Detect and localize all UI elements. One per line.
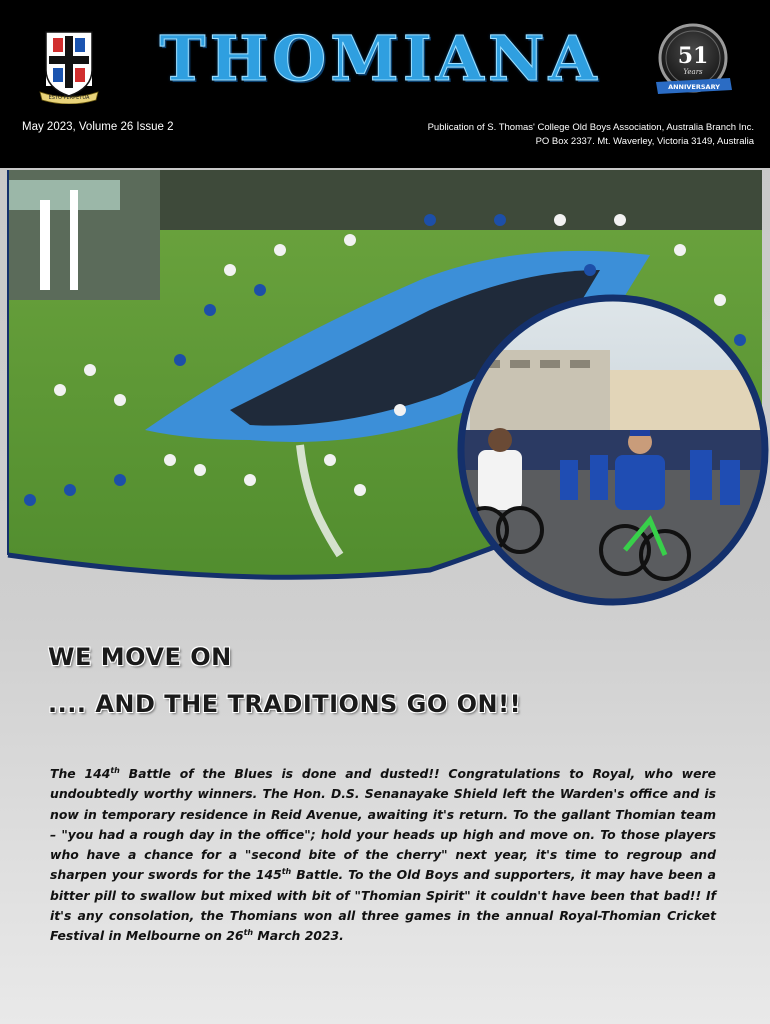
- svg-text:ANNIVERSARY: ANNIVERSARY: [668, 83, 720, 91]
- ordinal-suffix-3: th: [243, 928, 254, 938]
- publisher-info: [428, 121, 754, 149]
- svg-text:ESTO PERPETUA: ESTO PERPETUA: [48, 95, 90, 101]
- publisher-line-1: Publication of S. Thomas' College Old Boys Association, Australia Branch Inc.: [427, 122, 754, 133]
- body-text-4: March 2023.: [253, 928, 344, 944]
- ordinal-suffix-2: th: [281, 867, 292, 877]
- article-title-line-1: WE MOVE ON: [48, 643, 232, 671]
- issue-info: May 2023, Volume 26 Issue 2: [22, 121, 174, 133]
- svg-text:51: 51: [677, 43, 709, 69]
- college-crest-icon: [36, 30, 102, 104]
- body-text-1: The 144: [50, 766, 111, 781]
- header-bar: [0, 0, 770, 168]
- publisher-line-2: PO Box 2337. Mt. Waverley, Victoria 3149, Australia: [535, 136, 754, 147]
- masthead-title: THOMIANA: [159, 22, 601, 95]
- body-text-3: Battle. To the Old Boys and supporters, it may have been a bitter pill to swallow but mixed with bit of "Thomian Spirit" it couldn't have been that bad!! If it's any consolation, the Thomians won all three games in the annual Royal-Thomian Cricket Festival in Melbourne on 26: [50, 867, 716, 944]
- ordinal-suffix-1: th: [110, 765, 120, 775]
- article-title-line-2: .... AND THE TRADITIONS GO ON!!: [48, 690, 522, 718]
- article-body: [50, 764, 716, 947]
- body-text-2: Battle of the Blues is done and dusted!! Congratulations to Royal, who were undoubtedly worthy winners. The Hon. D.S. Senanayake Shield left the Warden's office and is now in temporary residence in Reid Avenue, awaiting it's return. To the gallant Thomian team – "you had a rough day in the office"; hold your heads up high and move on. To those players who have a chance for a "second bite of the cherry" next year, it's time to regroup and sharpen your swords for the 145: [50, 766, 716, 883]
- cover-photo-collage: [0, 160, 770, 630]
- svg-text:Years: Years: [683, 68, 703, 76]
- anniversary-badge-icon: [650, 22, 736, 100]
